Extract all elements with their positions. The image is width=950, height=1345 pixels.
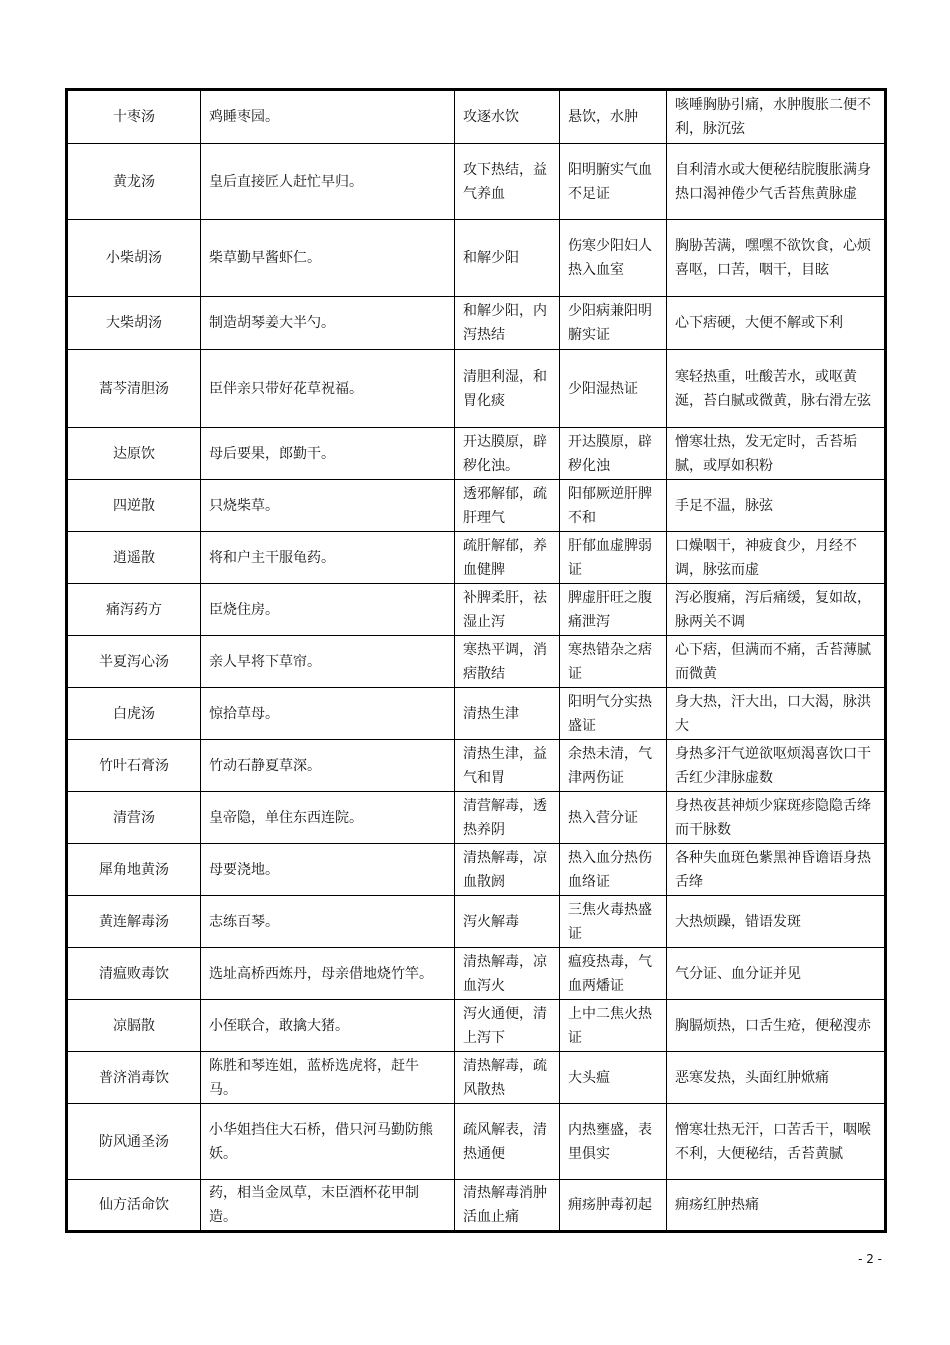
table-row [67, 792, 886, 844]
indication-cell: 大头瘟 [560, 1052, 667, 1104]
indication-cell: 阳明气分实热盛证 [560, 688, 667, 740]
function-cell: 补脾柔肝，祛湿止泻 [455, 584, 560, 636]
function-cell: 疏肝解郁，养血健脾 [455, 532, 560, 584]
table-row [67, 636, 886, 688]
formula-name-cell: 凉膈散 [67, 1000, 201, 1052]
symptoms-cell: 手足不温，脉弦 [667, 480, 886, 532]
symptoms-cell: 泻必腹痛，泻后痛缓，复如故，脉两关不调 [667, 584, 886, 636]
mnemonic-cell: 惊拾草母。 [201, 688, 455, 740]
indication-cell: 阳郁厥逆肝脾不和 [560, 480, 667, 532]
indication-cell: 少阳病兼阳明腑实证 [560, 297, 667, 350]
table-row [67, 220, 886, 297]
symptoms-cell: 憎寒壮热无汗，口苦舌干，咽喉不利，大便秘结，舌苔黄腻 [667, 1104, 886, 1180]
mnemonic-cell: 臣烧住房。 [201, 584, 455, 636]
mnemonic-cell: 亲人早将下草帘。 [201, 636, 455, 688]
function-cell: 和解少阳 [455, 220, 560, 297]
table-row [67, 297, 886, 350]
indication-cell: 余热未清，气津两伤证 [560, 740, 667, 792]
indication-cell: 内热壅盛，表里俱实 [560, 1104, 667, 1180]
mnemonic-cell: 竹动石静夏草深。 [201, 740, 455, 792]
formula-name-cell: 仙方活命饮 [67, 1180, 201, 1232]
symptoms-cell: 自利清水或大便秘结脘腹胀满身热口渴神倦少气舌苔焦黄脉虚 [667, 144, 886, 220]
formula-name-cell: 犀角地黄汤 [67, 844, 201, 896]
mnemonic-cell: 皇帝隐，单住东西连院。 [201, 792, 455, 844]
indication-cell: 上中二焦火热证 [560, 1000, 667, 1052]
symptoms-cell: 胸胁苦满，嘿嘿不欲饮食，心烦喜呕，口苦，咽干，目眩 [667, 220, 886, 297]
mnemonic-cell: 制造胡琴姜大半勺。 [201, 297, 455, 350]
function-cell: 寒热平调，消痞散结 [455, 636, 560, 688]
mnemonic-cell: 志练百琴。 [201, 896, 455, 948]
function-cell: 攻下热结，益气养血 [455, 144, 560, 220]
table-row [67, 1052, 886, 1104]
indication-cell: 三焦火毒热盛证 [560, 896, 667, 948]
table-row [67, 480, 886, 532]
function-cell: 攻逐水饮 [455, 90, 560, 144]
indication-cell: 阳明腑实气血不足证 [560, 144, 667, 220]
symptoms-cell: 气分证、血分证并见 [667, 948, 886, 1000]
indication-cell: 寒热错杂之痞证 [560, 636, 667, 688]
mnemonic-cell: 小侄联合，敢擒大猪。 [201, 1000, 455, 1052]
function-cell: 透邪解郁，疏肝理气 [455, 480, 560, 532]
symptoms-cell: 寒轻热重，吐酸苦水，或呕黄涎，苔白腻或微黄，脉右滑左弦 [667, 350, 886, 428]
formula-name-cell: 四逆散 [67, 480, 201, 532]
function-cell: 清热解毒，凉血泻火 [455, 948, 560, 1000]
table-row [67, 688, 886, 740]
table-row [67, 428, 886, 480]
indication-cell: 热入营分证 [560, 792, 667, 844]
mnemonic-cell: 陈胜和琴连姐，蓝桥选虎将，赶牛马。 [201, 1052, 455, 1104]
symptoms-cell: 口燥咽干，神疲食少，月经不调，脉弦而虚 [667, 532, 886, 584]
formula-name-cell: 蒿芩清胆汤 [67, 350, 201, 428]
symptoms-cell: 恶寒发热，头面红肿焮痛 [667, 1052, 886, 1104]
mnemonic-cell: 母后要果，郎勤干。 [201, 428, 455, 480]
table-row [67, 532, 886, 584]
function-cell: 清热解毒，疏风散热 [455, 1052, 560, 1104]
function-cell: 和解少阳，内泻热结 [455, 297, 560, 350]
formula-table [65, 88, 887, 1233]
formula-name-cell: 清瘟败毒饮 [67, 948, 201, 1000]
indication-cell: 痈疡肿毒初起 [560, 1180, 667, 1232]
formula-name-cell: 十枣汤 [67, 90, 201, 144]
symptoms-cell: 心下痞硬，大便不解或下利 [667, 297, 886, 350]
indication-cell: 肝郁血虚脾弱证 [560, 532, 667, 584]
formula-name-cell: 小柴胡汤 [67, 220, 201, 297]
table-row [67, 896, 886, 948]
function-cell: 泻火通便，清上泻下 [455, 1000, 560, 1052]
mnemonic-cell: 母要浇地。 [201, 844, 455, 896]
mnemonic-cell: 将和户主干服龟药。 [201, 532, 455, 584]
function-cell: 清胆利湿，和胃化痰 [455, 350, 560, 428]
table-row [67, 144, 886, 220]
symptoms-cell: 咳唾胸胁引痛，水肿腹胀二便不利，脉沉弦 [667, 90, 886, 144]
symptoms-cell: 心下痞，但满而不痛，舌苔薄腻而微黄 [667, 636, 886, 688]
formula-name-cell: 普济消毒饮 [67, 1052, 201, 1104]
symptoms-cell: 身热夜甚神烦少寐斑疹隐隐舌绛而干脉数 [667, 792, 886, 844]
mnemonic-cell: 柴草勤早酱虾仁。 [201, 220, 455, 297]
table-row [67, 740, 886, 792]
table-row [67, 90, 886, 144]
function-cell: 疏风解表，清热通便 [455, 1104, 560, 1180]
table-row [67, 1104, 886, 1180]
indication-cell: 开达膜原，辟秽化浊 [560, 428, 667, 480]
mnemonic-cell: 皇后直接匠人赶忙早归。 [201, 144, 455, 220]
formula-name-cell: 竹叶石膏汤 [67, 740, 201, 792]
table-row [67, 1180, 886, 1232]
symptoms-cell: 痈疡红肿热痛 [667, 1180, 886, 1232]
symptoms-cell: 憎寒壮热，发无定时，舌苔垢腻，或厚如积粉 [667, 428, 886, 480]
symptoms-cell: 各种失血斑色紫黑神昏谵语身热舌绛 [667, 844, 886, 896]
symptoms-cell: 大热烦躁，错语发斑 [667, 896, 886, 948]
function-cell: 清营解毒，透热养阴 [455, 792, 560, 844]
symptoms-cell: 身热多汗气逆欲呕烦渴喜饮口干舌红少津脉虚数 [667, 740, 886, 792]
indication-cell: 少阳湿热证 [560, 350, 667, 428]
formula-name-cell: 大柴胡汤 [67, 297, 201, 350]
formula-name-cell: 黄龙汤 [67, 144, 201, 220]
formula-name-cell: 白虎汤 [67, 688, 201, 740]
indication-cell: 脾虚肝旺之腹痛泄泻 [560, 584, 667, 636]
mnemonic-cell: 臣伴亲只带好花草祝福。 [201, 350, 455, 428]
indication-cell: 悬饮，水肿 [560, 90, 667, 144]
function-cell: 清热解毒，凉血散阏 [455, 844, 560, 896]
function-cell: 开达膜原，辟秽化浊。 [455, 428, 560, 480]
mnemonic-cell: 药，相当金凤草，末臣酒杯花甲制造。 [201, 1180, 455, 1232]
formula-name-cell: 痛泻药方 [67, 584, 201, 636]
formula-name-cell: 防风通圣汤 [67, 1104, 201, 1180]
symptoms-cell: 身大热，汗大出，口大渴，脉洪大 [667, 688, 886, 740]
mnemonic-cell: 选址高桥西炼丹，母亲借地烧竹竿。 [201, 948, 455, 1000]
formula-name-cell: 半夏泻心汤 [67, 636, 201, 688]
table-row [67, 350, 886, 428]
indication-cell: 热入血分热伤血络证 [560, 844, 667, 896]
table-row [67, 844, 886, 896]
mnemonic-cell: 小华姐挡住大石桥，借只河马勤防熊妖。 [201, 1104, 455, 1180]
mnemonic-cell: 鸡睡枣园。 [201, 90, 455, 144]
formula-name-cell: 黄连解毒汤 [67, 896, 201, 948]
formula-name-cell: 清营汤 [67, 792, 201, 844]
table-row [67, 948, 886, 1000]
function-cell: 清热解毒消肿活血止痛 [455, 1180, 560, 1232]
symptoms-cell: 胸膈烦热，口舌生疮，便秘溲赤 [667, 1000, 886, 1052]
formula-name-cell: 达原饮 [67, 428, 201, 480]
mnemonic-cell: 只烧柴草。 [201, 480, 455, 532]
function-cell: 清热生津 [455, 688, 560, 740]
formula-name-cell: 逍遥散 [67, 532, 201, 584]
indication-cell: 伤寒少阳妇人热入血室 [560, 220, 667, 297]
table-row [67, 584, 886, 636]
function-cell: 清热生津，益气和胃 [455, 740, 560, 792]
indication-cell: 瘟疫热毒，气血两燔证 [560, 948, 667, 1000]
function-cell: 泻火解毒 [455, 896, 560, 948]
page-number: - 2 - [858, 1252, 882, 1266]
table-row [67, 1000, 886, 1052]
